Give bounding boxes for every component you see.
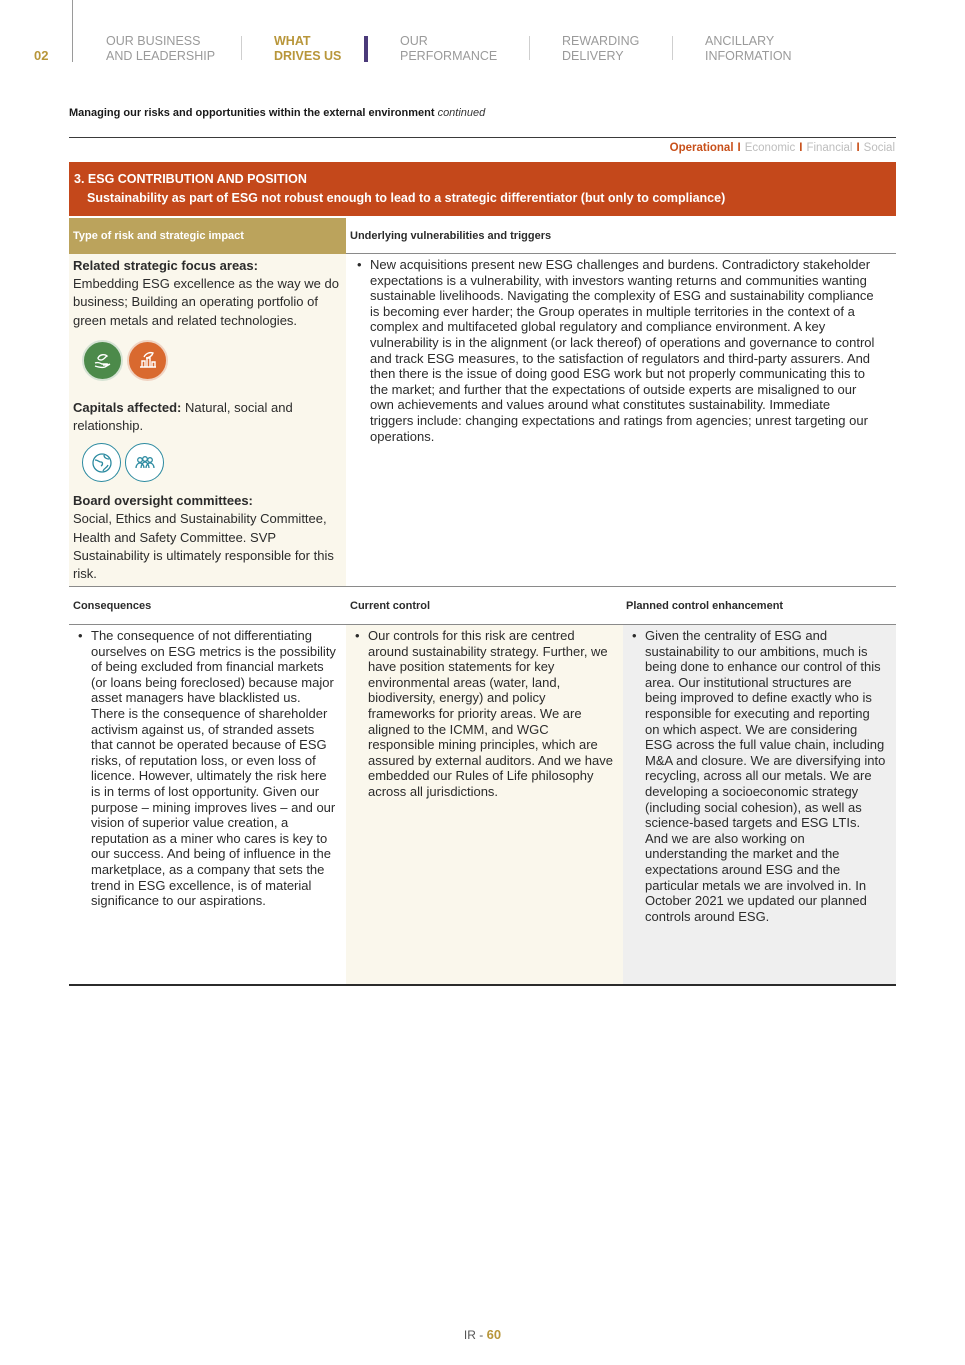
- page-number: 60: [486, 1327, 502, 1342]
- risk-categories: Operational I Economic I Financial I Social: [669, 142, 895, 154]
- section-subtitle: Managing our risks and opportunities within the external environment continued: [69, 107, 486, 119]
- list-item: • The consequence of not differentiating ourselves on ESG metrics is the possibility of being excluded from financial markets (or loans being foreclosed) because major asset managers have blacklisted us. There is the consequence of shareholder activism against us, of stranded assets that cannot be operated because of ESG risks, of reputation loss, or even loss of licence. However, ultimately the risk here is in terms of lost opportunity. Given our purpose – mining improves lives – and our vision of superior value creation, a reputation as a miner who cares is key to our success. And being of influence in the marketplace, as a company that sets the trend in ESG excellence, is of material significance to our aspirations.: [78, 628, 336, 909]
- list-item: • New acquisitions present new ESG challenges and burdens. Contradictory stakeholder expectations is a vulnerability, with investors wanting returns and communities wanting sustainable livelihoods. Navigating the complexity of ESG and sustainability compliance is becoming ever harder; the Group operates in multiple territories in the context of a complex and multifaceted global regulatory and compliance environment. A key vulnerability is in the alignment (or lack thereof) of operations and governance to control and track ESG measures, to the satisfaction of regulators and third-party assurers. And then there is the issue of doing good ESG work but not properly communicating this to the market; and further that the expectations of outside experts are misaligned to our own achievements and values around what constitutes sustainability. Immediate triggers include: changing expectations and ratings from agencies; unrest targeting our operations.: [357, 257, 875, 444]
- header-vulnerabilities: Underlying vulnerabilities and triggers: [346, 218, 896, 254]
- planned-control-cell: [623, 625, 896, 984]
- nav-item-ancillary-information[interactable]: ANCILLARY INFORMATION: [705, 34, 792, 63]
- nav-separator: [241, 36, 242, 60]
- header-current-control: Current control: [350, 600, 431, 612]
- nav-item-what-drives-us[interactable]: WHAT DRIVES US: [274, 34, 342, 63]
- divider: [69, 586, 896, 587]
- nav-active-indicator: [364, 36, 368, 62]
- leaf-hand-icon: [82, 340, 123, 381]
- risk-title: 3. ESG CONTRIBUTION AND POSITION: [74, 172, 307, 186]
- top-navigation: [0, 0, 965, 80]
- capitals-affected: Capitals affected: Natural, social and relationship.: [73, 399, 293, 434]
- nav-item-our-business[interactable]: OUR BUSINESS AND LEADERSHIP: [106, 34, 216, 63]
- header-consequences: Consequences: [73, 600, 152, 612]
- nav-divider: [72, 0, 73, 62]
- social-capital-icon: [125, 443, 164, 482]
- category-social[interactable]: Social: [863, 142, 895, 154]
- natural-capital-icon: [82, 443, 121, 482]
- vulnerabilities-cell: [346, 254, 896, 586]
- category-operational[interactable]: Operational: [669, 142, 734, 154]
- green-metals-icon: [127, 340, 168, 381]
- current-control-cell: [346, 625, 623, 984]
- section-number: 02: [34, 48, 49, 63]
- page-footer: IR - 60: [463, 1327, 502, 1342]
- board-oversight: Board oversight committees: Social, Ethics and Sustainability Committee, Health and Safety Committee. SVP Sustainability is ultimately responsible for this risk.: [73, 493, 334, 582]
- list-item: • Given the centrality of ESG and sustainability to our ambitions, much is being done to enhance our control of this area. Our institutional structures are being improved to define exactly who is responsible for executing and reporting on which aspect. We are considering ESG across the full value chain, including M&A and closure. We are diversifying into recycling, across all our metals. We are developing a socioeconomic strategy (including social cohesion), as well as science-based targets and ESG LTIs. And we are also working on understanding the market and the expectations around ESG and the particular metals we are involved in. In October 2021 we updated our planned controls around ESG.: [632, 628, 886, 924]
- risk-banner: [69, 162, 896, 216]
- nav-separator: [672, 36, 673, 60]
- capitals-icons: [82, 443, 342, 482]
- nav-item-our-performance[interactable]: OUR PERFORMANCE: [400, 34, 498, 63]
- nav-separator: [529, 36, 530, 60]
- focus-area-icons: [82, 340, 342, 381]
- category-financial[interactable]: Financial: [806, 142, 853, 154]
- list-item: • Our controls for this risk are centred around sustainability strategy. Further, we have position statements for key environmental areas (water, land, biodiversity, energy) and policy frameworks for priority areas. We are aligned to the ICMM, and WGC responsible mining principles, which are assured by external auditors. And we have embedded our Rules of Life philosophy across all jurisdictions.: [355, 628, 613, 799]
- divider: [69, 137, 896, 138]
- category-economic[interactable]: Economic: [744, 142, 796, 154]
- header-planned-control: Planned control enhancement: [626, 600, 784, 612]
- strategic-impact-cell: [69, 254, 346, 586]
- header-type-of-risk: Type of risk and strategic impact: [69, 218, 346, 254]
- consequences-cell: [69, 625, 346, 984]
- risk-subtitle: Sustainability as part of ESG not robust enough to lead to a strategic differentiator (but only to compliance): [87, 191, 726, 205]
- nav-item-rewarding-delivery[interactable]: REWARDING DELIVERY: [562, 34, 640, 63]
- focus-areas: Related strategic focus areas: Embedding ESG excellence as the way we do business; Building an operating portfolio of green metals and related technologies.: [73, 258, 339, 328]
- divider: [69, 984, 896, 986]
